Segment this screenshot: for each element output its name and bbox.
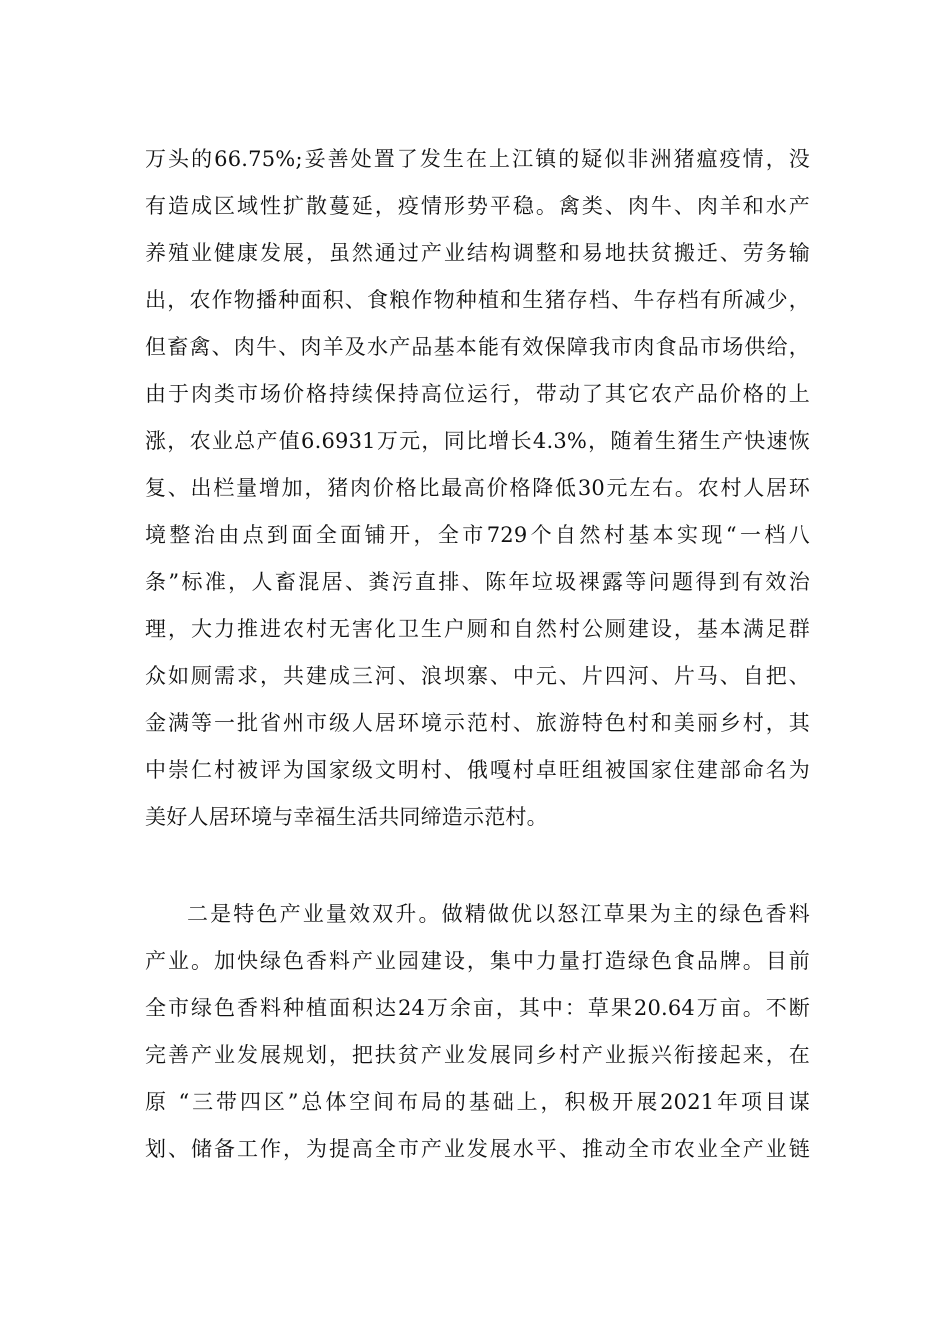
- text-line: 由于肉类市场价格持续保持高位运行，带动了其它农产品价格的上: [145, 382, 810, 406]
- text-line: 划、储备工作，为提高全市产业发展水平、推动全市农业全产业链: [145, 1137, 810, 1161]
- text-line: 条”标准，人畜混居、粪污直排、陈年垃圾裸露等问题得到有效治: [145, 570, 810, 594]
- text-line: 万头的66.75%;妥善处置了发生在上江镇的疑似非洲猪瘟疫情，没: [145, 147, 810, 171]
- text-line: 理，大力推进农村无害化卫生户厕和自然村公厕建设，基本满足群: [145, 617, 810, 641]
- text-line: 养殖业健康发展，虽然通过产业结构调整和易地扶贫搬迁、劳务输: [145, 241, 810, 265]
- text-line: 有造成区域性扩散蔓延，疫情形势平稳。禽类、肉牛、肉羊和水产: [145, 194, 810, 218]
- text-line: 但畜禽、肉牛、肉羊及水产品基本能有效保障我市肉食品市场供给，: [145, 335, 810, 359]
- text-line: 复、出栏量增加，猪肉价格比最高价格降低30元左右。农村人居环: [145, 476, 810, 500]
- text-line: 原 “三带四区”总体空间布局的基础上，积极开展2021年项目谋: [145, 1090, 810, 1114]
- text-line: 众如厕需求，共建成三河、浪坝寨、中元、片四河、片马、自把、: [145, 664, 810, 688]
- paragraph-specialty-industry: [145, 891, 810, 1173]
- text-line: 金满等一批省州市级人居环境示范村、旅游特色村和美丽乡村，其: [145, 711, 810, 735]
- text-line: 出，农作物播种面积、食粮作物种植和生猪存档、牛存档有所减少，: [145, 288, 810, 312]
- text-line: 境整治由点到面全面铺开，全市729个自然村基本实现“一档八: [145, 523, 810, 547]
- text-line: 产业。加快绿色香料产业园建设，集中力量打造绿色食品牌。目前: [145, 949, 810, 973]
- paragraph-rural-development: [145, 136, 810, 841]
- text-line: 涨，农业总产值6.6931万元，同比增长4.3%，随着生猪生产快速恢: [145, 429, 810, 453]
- text-line: 全市绿色香料种植面积达24万余亩，其中：草果20.64万亩。不断: [145, 996, 810, 1020]
- text-line: 二是特色产业量效双升。做精做优以怒江草果为主的绿色香料: [187, 902, 810, 926]
- text-line: 美好人居环境与幸福生活共同缔造示范村。: [145, 805, 548, 829]
- text-line: 完善产业发展规划，把扶贫产业发展同乡村产业振兴衔接起来，在: [145, 1043, 810, 1067]
- text-line: 中崇仁村被评为国家级文明村、俄嘎村卓旺组被国家住建部命名为: [145, 758, 810, 782]
